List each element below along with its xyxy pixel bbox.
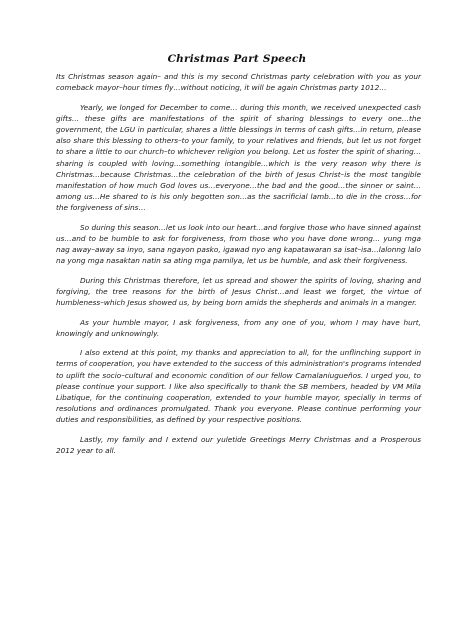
paragraph-greetings: Lastly, my family and I extend our yuletide Greetings Merry Christmas and a Prosperous 2012 year to all. <box>56 434 421 456</box>
paragraph-mayor-apology: As your humble mayor, I ask forgiveness, from any one of you, whom I may have hurt, knowingly and unknowingly. <box>56 317 421 338</box>
speech-body <box>56 71 421 464</box>
paragraph-sharing: Yearly, we longed for December to come… during this month, we received unexpected cash gifts… these gifts are manifestations of the spirit of sharing blessings to every one…the government, the LGU in particular, shares a little blessings in terms of cash gifts…in return, please also share this blessing to others–to your family, to your relatives and friends, but let us not forget to share a little to our church–to whichever religion you belong. Let us foster the spirit of sharing…sharing is coupled with loving…something intangible…which is the very reason why there is Christmas…because Christmas…the celebration of the birth of Jesus Christ–is the most tangible manifestation of how much God loves us…everyone…the bad and the good…the sinner or saint…among us…He shared to is his only begotten son…as the sacrificial lamb…to die in the cross…for the forgiveness of sins… <box>56 102 421 213</box>
paragraph-spread-love: During this Christmas therefore, let us spread and shower the spirits of loving, sharing and forgiving, the tree reasons for the birth of Jesus Christ…and least we forget, the virtue of humbleness–which Jesus showed us, by being born amids the shepherds and animals in a manger. <box>56 275 421 308</box>
document-title: Christmas Part Speech <box>167 53 307 65</box>
paragraph-intro: Its Christmas season again– and this is my second Christmas party celebration with you as your comeback mayor–hour times fly…without noticing, it will be again Christmas party 1012… <box>56 72 421 93</box>
paragraph-forgiveness: So during this season…let us look into our heart…and forgive those who have sinned against us…and to be humble to ask for forgiveness, from those who you have done wrong… yung mga nag away–away sa inyo, sana ngayon pasko, igawad nyo ang kapatawaran sa isat–isa…lalonng lalo na yong mga nasaktan natin sa ating mga pamilya, let us be humble, and ask their forgiveness. <box>56 222 421 266</box>
paragraph-thanks: I also extend at this point, my thanks and appreciation to all, for the unflinching support in terms of cooperation, you have extended to the success of this administration's programs intended to uplift the socio–cultural and economic condition of our fellow Camalaniugueños. I urged you, to please continue your support. I like also specifically to thank the SB members, headed by VM Mila Libatique, for the continuing cooperation, extended to your humble mayor, specially in terms of resolutions and ordinances promulgated. Thank you everyone. Please continue performing your duties and responsibilities, as defined by your respective positions. <box>56 348 421 425</box>
